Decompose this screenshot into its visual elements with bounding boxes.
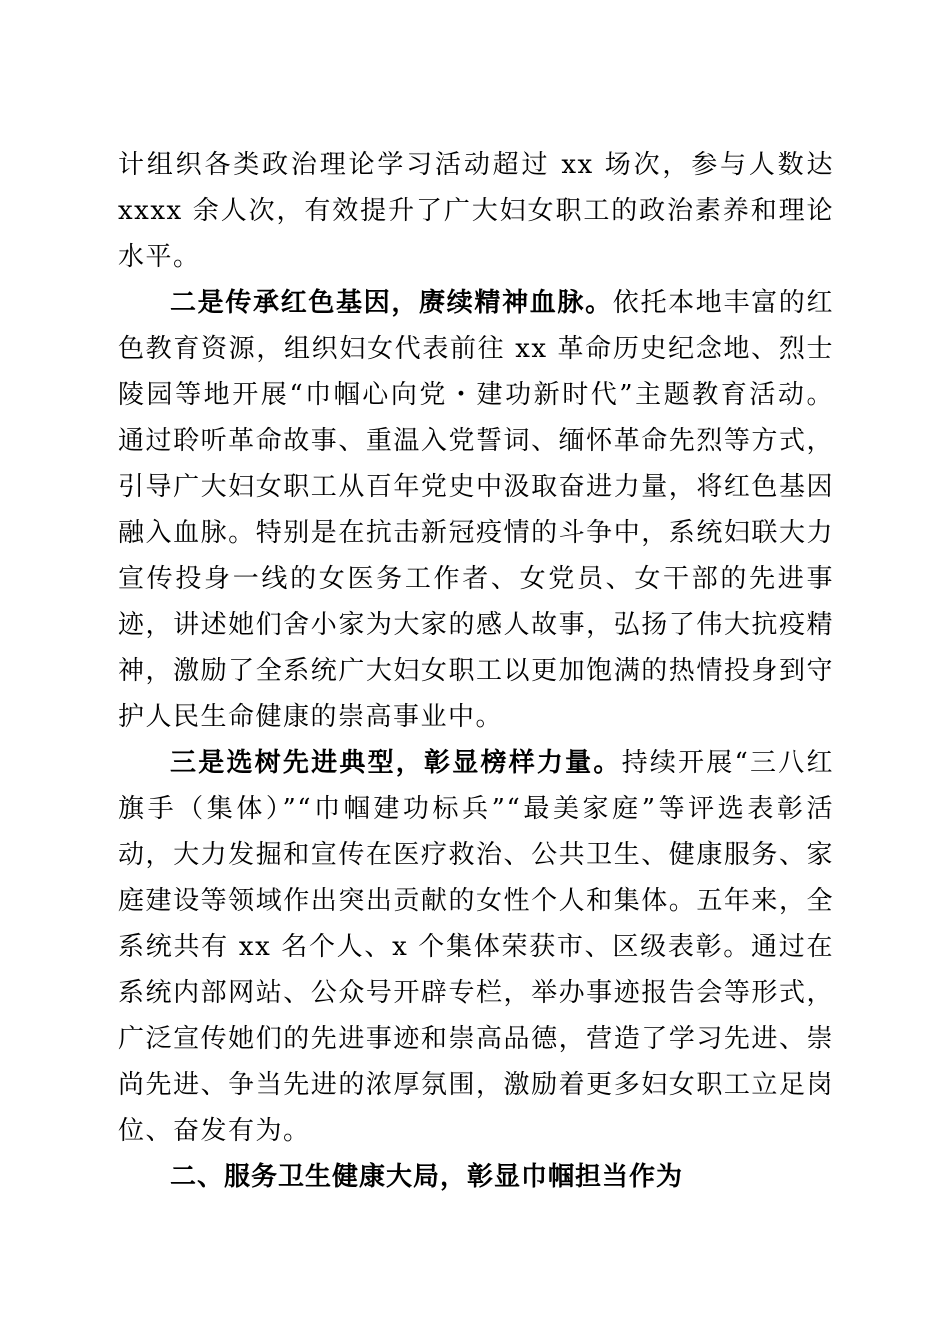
paragraph-role-models [118, 740, 834, 1154]
paragraph-continuation [118, 142, 834, 280]
paragraph-text: 持续开展“三八红旗手（集体）”“巾帼建功标兵”“最美家庭”等评选表彰活动，大力发掘和宣传在医疗救治、公共卫生、健康服务、家庭建设等领域作出突出贡献的女性个人和集体。五年来，全系统共有 xx 名个人、x 个集体荣获市、区级表彰。通过在系统内部网站、公众号开辟专栏，举办事迹报告会等形式，广泛宣传她们的先进事迹和崇高品德，营造了学习先进、崇尚先进、争当先进的浓厚氛围，激励着更多妇女职工立足岗位、奋发有为。 [118, 748, 834, 1146]
paragraph-lead: 二是传承红色基因，赓续精神血脉。 [170, 288, 613, 318]
document-page [118, 142, 834, 1200]
paragraph-text: 依托本地丰富的红色教育资源，组织妇女代表前往 xx 革命历史纪念地、烈士陵园等地开展“巾帼心向党・建功新时代”主题教育活动。通过聆听革命故事、重温入党誓词、缅怀革命先烈等方式，引导广大妇女职工从百年党史中汲取奋进力量，将红色基因融入血脉。特别是在抗击新冠疫情的斗争中，系统妇联大力宣传投身一线的女医务工作者、女党员、女干部的先进事迹，讲述她们舍小家为大家的感人故事，弘扬了伟大抗疫精神，激励了全系统广大妇女职工以更加饱满的热情投身到守护人民生命健康的崇高事业中。 [118, 288, 834, 732]
paragraph-text: 计组织各类政治理论学习活动超过 xx 场次，参与人数达 xxxx 余人次，有效提升了广大妇女职工的政治素养和理论水平。 [118, 150, 834, 272]
section-heading: 二、服务卫生健康大局，彰显巾帼担当作为 [170, 1162, 684, 1192]
paragraph-lead: 三是选树先进典型，彰显榜样力量。 [170, 748, 622, 778]
paragraph-red-gene [118, 280, 834, 740]
